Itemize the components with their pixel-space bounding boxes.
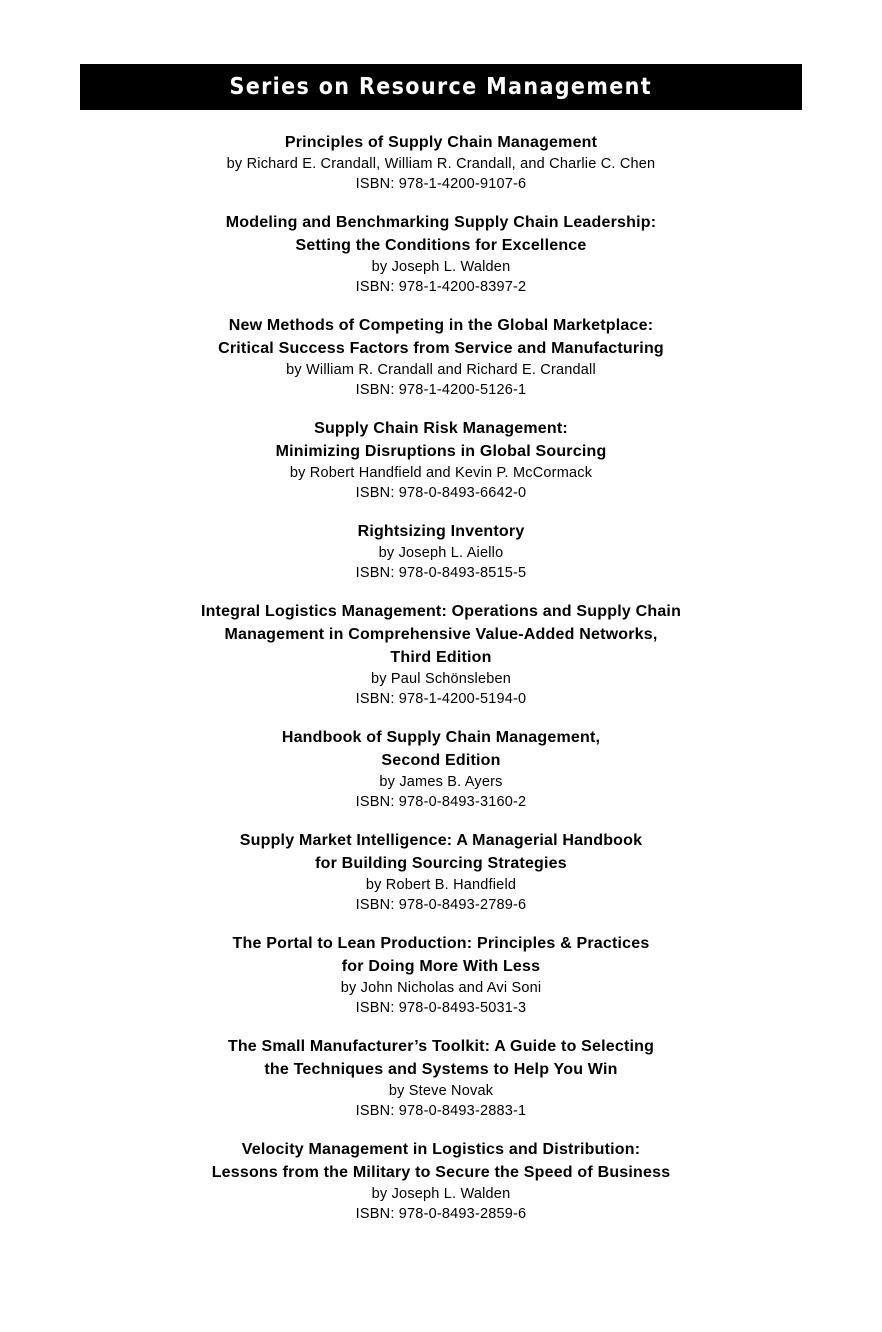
book-isbn: ISBN: 978-0-8493-5031-3 (355, 1000, 527, 1016)
book-isbn: ISBN: 978-0-8493-3160-2 (355, 794, 527, 810)
book-entry (80, 131, 802, 194)
book-title-line: Modeling and Benchmarking Supply Chain Leadership: (225, 214, 657, 231)
book-entry (80, 726, 802, 812)
book-entry (80, 211, 802, 297)
book-author: by William R. Crandall and Richard E. Crandall (286, 362, 596, 378)
book-title-line: Critical Success Factors from Service and Manufacturing (218, 340, 664, 357)
series-title: Series on Resource Management (229, 74, 653, 100)
book-isbn: ISBN: 978-0-8493-2859-6 (355, 1206, 527, 1222)
book-title-line: Management in Comprehensive Value-Added Networks, (224, 626, 658, 643)
book-entry (80, 520, 802, 583)
book-author: by Paul Schönsleben (370, 671, 512, 687)
book-entry (80, 314, 802, 400)
book-author: by Joseph L. Walden (371, 259, 511, 275)
book-entry (80, 417, 802, 503)
book-entry (80, 1035, 802, 1121)
book-isbn: ISBN: 978-0-8493-8515-5 (355, 565, 527, 581)
book-title-line: Lessons from the Military to Secure the Speed of Business (211, 1164, 671, 1181)
book-isbn: ISBN: 978-0-8493-6642-0 (355, 485, 527, 501)
book-isbn: ISBN: 978-1-4200-5194-0 (355, 691, 527, 707)
book-author: by Richard E. Crandall, William R. Crandall, and Charlie C. Chen (226, 156, 656, 172)
book-list (80, 131, 802, 1241)
book-isbn: ISBN: 978-0-8493-2883-1 (355, 1103, 527, 1119)
book-title-line: Minimizing Disruptions in Global Sourcing (275, 443, 607, 460)
book-title-line: Third Edition (390, 649, 492, 666)
book-isbn: ISBN: 978-1-4200-9107-6 (355, 176, 527, 192)
book-author: by Joseph L. Walden (371, 1186, 511, 1202)
book-entry (80, 932, 802, 1018)
book-author: by Joseph L. Aiello (378, 545, 504, 561)
book-title-line: Second Edition (381, 752, 501, 769)
book-title-line: Integral Logistics Management: Operations and Supply Chain (200, 603, 682, 620)
book-title-line: the Techniques and Systems to Help You Win (264, 1061, 618, 1078)
book-author: by Steve Novak (388, 1083, 494, 1099)
book-isbn: ISBN: 978-1-4200-5126-1 (355, 382, 527, 398)
book-author: by Robert Handfield and Kevin P. McCormack (289, 465, 593, 481)
book-title-line: Supply Market Intelligence: A Managerial Handbook (239, 832, 643, 849)
book-title-line: New Methods of Competing in the Global Marketplace: (228, 317, 654, 334)
book-author: by James B. Ayers (379, 774, 503, 790)
book-title-line: Rightsizing Inventory (357, 523, 525, 540)
series-header-banner (80, 64, 802, 110)
book-author: by Robert B. Handfield (365, 877, 517, 893)
book-title-line: for Building Sourcing Strategies (315, 855, 567, 872)
book-title-line: Handbook of Supply Chain Management, (281, 729, 601, 746)
book-entry (80, 600, 802, 709)
book-title-line: Setting the Conditions for Excellence (295, 237, 587, 254)
book-title-line: for Doing More With Less (341, 958, 541, 975)
book-isbn: ISBN: 978-1-4200-8397-2 (355, 279, 527, 295)
book-title-line: Supply Chain Risk Management: (314, 420, 568, 437)
book-entry (80, 829, 802, 915)
book-title-line: The Portal to Lean Production: Principles & Practices (232, 935, 650, 952)
book-isbn: ISBN: 978-0-8493-2789-6 (355, 897, 527, 913)
book-title-line: The Small Manufacturer’s Toolkit: A Guide to Selecting (227, 1038, 655, 1055)
book-author: by John Nicholas and Avi Soni (340, 980, 542, 996)
book-title-line: Velocity Management in Logistics and Distribution: (241, 1141, 641, 1158)
book-entry (80, 1138, 802, 1224)
book-title-line: Principles of Supply Chain Management (284, 134, 598, 151)
